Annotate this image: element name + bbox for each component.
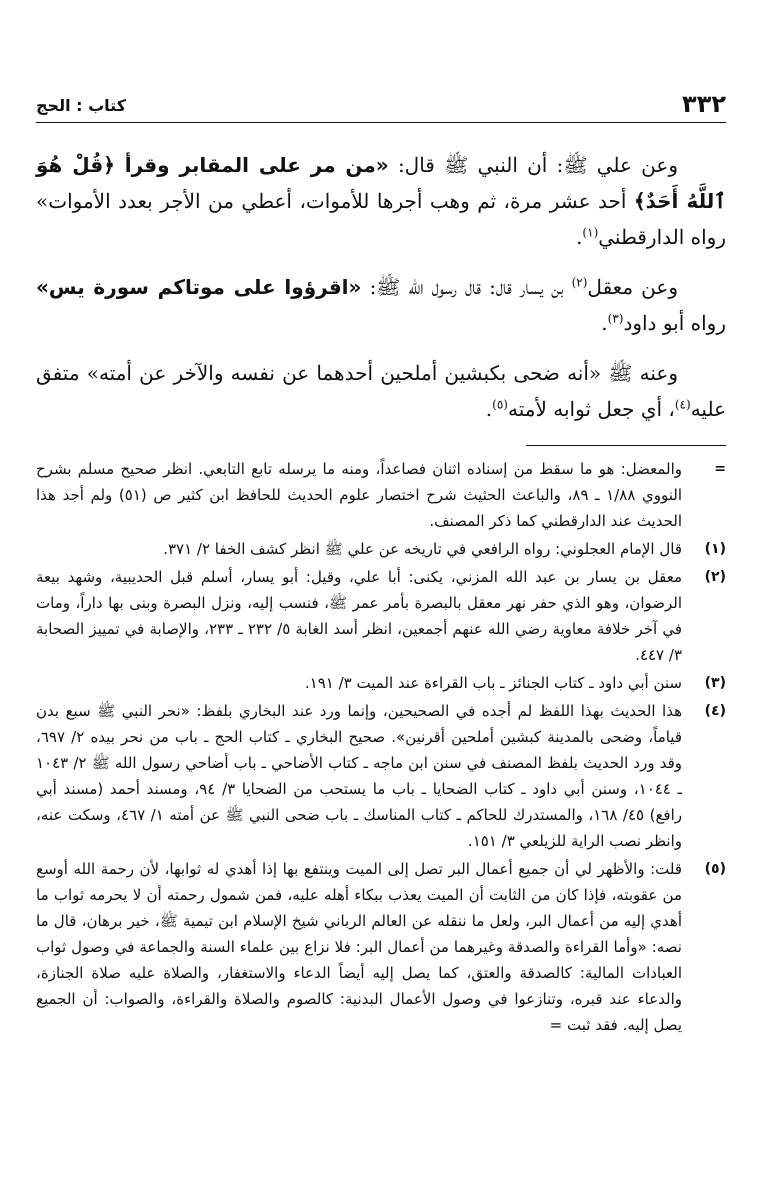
footnote-divider [526,445,726,446]
footnote-2 [36,564,726,668]
paragraph-1-hadith: «من مر على المقابر وقرأ ﴿قُلْ هُوَ ٱللَّهُ أَحَدٌ﴾ [36,153,726,213]
paragraph-2-hadith: «اقرؤوا على موتاكم سورة يس» [36,275,362,299]
footnote-marker: (٢) [704,569,726,585]
footnote-text: هذا الحديث بهذا اللفظ لم أجده في الصحيحين، وإنما ورد عند البخاري بلفظ: «نحر النبي ﷺ سبع بدن قياماً، وضحى بالمدينة كبشين أملحين أقرنين». صحيح البخاري ـ كتاب الحج ـ باب من نحر بيده ٢/ ٦٩٧، وقد ورد الحديث بلفظ المصنف في سنن ابن ماجه ـ كتاب الأضاحي ـ باب أضاحي رسول الله ﷺ ٢/ ١٠٤٣ ـ ١٠٤٤، وسنن أبي داود ـ كتاب الضحايا ـ باب ما يستحب من الضحايا ٣/ ٩٤، ومسند أحمد (مسند أبي رافع) ٤٥/ ١٦٨، والمستدرك للحاكم ـ كتاب المناسك ـ باب ضحى النبي ﷺ عن أمته ١/ ٤٦٧، وسكت عنه، وانظر نصب الراية للزيلعي ٣/ ١٥١. [36,702,683,850]
footnote-text: معقل بن يسار بن عبد الله المزني، يكنى: أبا علي، وقيل: أبو يسار، أسلم قبل الحديبية، وشهد بيعة الرضوان، وهو الذي حفر نهر معقل بالبصرة بأمر عمر ﷺ، فنسب إليه، ونزل البصرة وبنى بها داراً، ومات في آخر خلافة معاوية رضي الله عنهم أجمعين، انظر أسد الغابة ٥/ ٢٣٢ ـ ٢٣٣، والإصابة في تمييز الصحابة ٣/ ٤٤٧. [36,568,682,664]
paragraph-1 [36,147,726,255]
footnote-marker: (٥) [704,861,726,877]
footnote-marker: (٤) [704,703,726,719]
footnote-1 [36,536,726,562]
paragraph-2-prefix: وعن معقل [587,275,678,299]
paragraph-3-prefix: وعنه ﷺ «أنه ضحى بكبشين أملحين أحدهما عن نفسه والآخر عن أمته» متفق عليه [36,361,726,421]
footnote-ref-3[interactable]: (٣) [607,311,624,326]
paragraph-2 [36,269,726,341]
page-header [36,88,726,123]
paragraph-3-end: . [485,397,493,421]
page-number: ٣٣٢ [682,90,726,118]
paragraph-3 [36,355,726,427]
footnote-5 [36,856,726,1038]
footnote-text: قال الإمام العجلوني: رواه الرافعي في تاريخه عن علي ﷺ انظر كشف الخفا ٢/ ٣٧١. [163,540,682,558]
footnote-ref-1[interactable]: (١) [582,225,599,240]
footnote-continued [36,456,726,534]
footnote-ref-2[interactable]: (٢) [571,275,588,290]
footnote-text: قلت: والأظهر لي أن جميع أعمال البر تصل إلى الميت وينتفع بها إذا أهدي له ثوابها، لأن رحمة الله أوسع من عقوبته، فإذا كان من الثابت أن الميت يعذب ببكاء أهله عليه، فمن شمول رحمته أن لا يحرمه ثواب ما أهدي إليه من أعمال البر، ولعل ما ننقله عن العالم الرباني شيخ الإسلام ابن تيمية ﷺ، خير برهان، قال ما نصه: «وأما القراءة والصدقة وغيرهما من أعمال البر: فلا نزاع بين علماء السنة والجماعة في وصول ثواب العبادات المالية: كالصدقة والعتق، كما يصل إليه أيضاً الدعاء والاستغفار، والصلاة عليه صلاة الجنازة، والدعاء عند قبره، وتنازعوا في وصول الأعمال البدنية: كالصوم والصلاة والقراءة، والصواب: أن الجميع يصل إليه. فقد ثبت = [36,860,682,1034]
footnote-4 [36,698,726,854]
paragraph-2-middle: بن يسار قال: قال رسول الله ﷺ: [361,275,572,299]
footnote-ref-5[interactable]: (٥) [492,397,508,412]
paragraph-1-prefix: وعن علي ﷺ: أن النبي ﷺ قال: [388,153,678,177]
footnote-marker: = [714,461,726,477]
footnote-marker: (٣) [704,675,726,691]
paragraph-1-end: . [576,225,583,249]
running-title: كتاب : الحج [36,96,127,115]
paragraph-1-suffix: أحد عشر مرة، ثم وهب أجرها للأموات، أعطي من الأجر بعدد الأموات» رواه الدارقطني [36,189,726,249]
paragraph-2-end: . [601,311,608,335]
main-text [36,147,726,427]
footnote-text: سنن أبي داود ـ كتاب الجنائز ـ باب القراءة عند الميت ٣/ ١٩١. [304,674,682,692]
footnote-text: والمعضل: هو ما سقط من إسناده اثنان فصاعداً، ومنه ما يرسله تابع التابعي. انظر صحيح مسلم بشرح النووي ١/٨٨ ـ ٨٩، والباعث الحثيث شرح اختصار علوم الحديث للحافظ ابن كثير ص (٥١) ولم أجد هذا الحديث عند الدارقطني كما ذكر المصنف. [36,460,683,530]
footnote-3 [36,670,726,696]
footnote-marker: (١) [704,541,726,557]
paragraph-2-suffix: رواه أبو داود [623,311,726,335]
footnote-ref-4[interactable]: (٤) [674,397,691,412]
book-page [36,88,726,1040]
footnotes [36,456,726,1038]
paragraph-3-middle: ، أي جعل ثوابه لأمته [507,397,675,421]
